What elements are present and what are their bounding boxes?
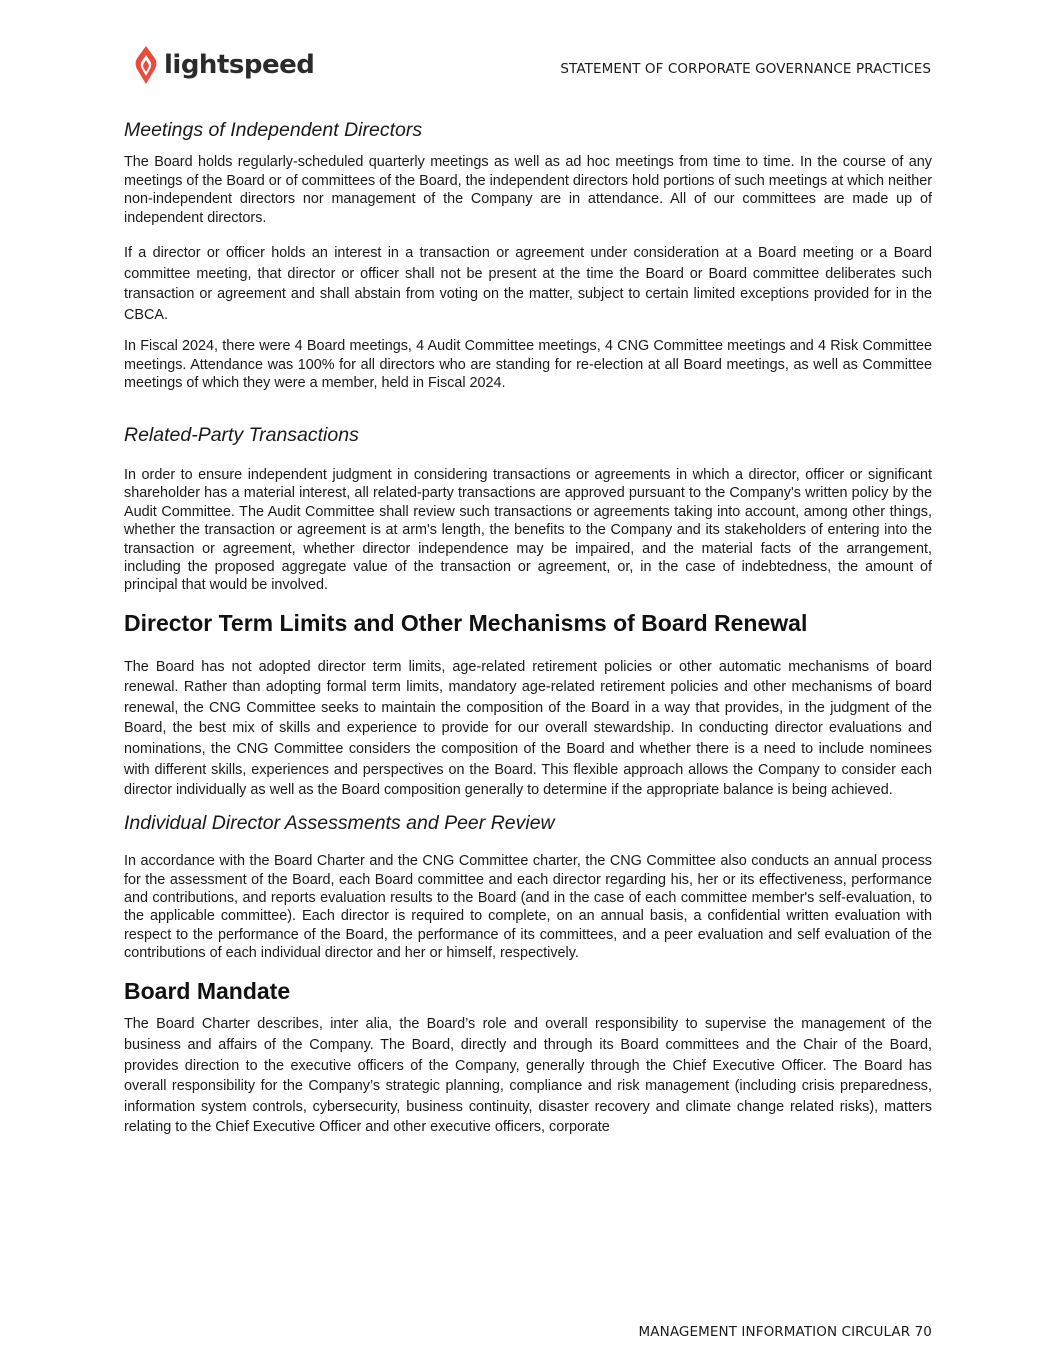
paragraph: If a director or officer holds an interest in a transaction or agreement under consideration at a Board meeting or a Board committee meeting, that director or officer shall not be present at the time the Board or Board committee deliberates such transaction or agreement and shall abstain from voting on the matter, subject to certain limited exceptions provided for in the CBCA. <box>124 244 932 323</box>
section-heading: Meetings of Independent Directors <box>124 119 423 141</box>
paragraph: The Board holds regularly-scheduled quarterly meetings as well as ad hoc meetings from time to time. In the course of any meetings of the Board or of committees of the Board, the independent directors hold portions of such meetings at which neither non-independent directors nor management of the Company are in attendance. All of our committees are made up of independent directors. <box>124 154 932 226</box>
header-title: STATEMENT OF CORPORATE GOVERNANCE PRACTICES <box>560 61 931 77</box>
paragraph: In Fiscal 2024, there were 4 Board meetings, 4 Audit Committee meetings, 4 CNG Committee meetings and 4 Risk Committee meetings. Attendance was 100% for all directors who are standing for re-election at all Board meetings, as well as Committee meetings of which they were a member, held in Fiscal 2024. <box>124 338 932 392</box>
paragraph: In order to ensure independent judgment in considering transactions or agreements in which a director, officer or significant shareholder has a material interest, all related-party transactions are approved pursuant to the Company's written policy by the Audit Committee. The Audit Committee shall review such transactions or agreements taking into account, among other things, whether the transaction or agreement is at arm's length, the benefits to the Company and its stakeholders of entering into the transaction or agreement, whether director independence may be impaired, and the material facts of the arrangement, including the proposed aggregate value of the transaction or agreement, or, in the case of indebtedness, the amount of principal that would be involved. <box>124 466 932 594</box>
section-heading: Director Term Limits and Other Mechanisms of Board Renewal <box>124 609 808 636</box>
paragraph: In accordance with the Board Charter and the CNG Committee charter, the CNG Committee also conducts an annual process for the assessment of the Board, each Board committee and each director regarding his, her or its effectiveness, performance and contributions, and reports evaluation results to the Board (and in the case of each committee member's self-evaluation, to the applicable committee). Each director is required to complete, on an annual basis, a confidential written evaluation with respect to the performance of the Board, the performance of its committees, and a peer evaluation and self evaluation of the contributions of each individual director and her or himself, respectively. <box>124 853 932 962</box>
section-heading: Board Mandate <box>124 977 291 1004</box>
page-header <box>134 44 931 88</box>
document-body <box>124 118 932 1150</box>
paragraph: The Board Charter describes, inter alia, the Board’s role and overall responsibility to supervise the management of the business and affairs of the Company. The Board, directly and through its Board committees and the Chair of the Board, provides direction to the executive officers of the Company, generally through the Chief Executive Officer. The Board has overall responsibility for the Company’s strategic planning, compliance and risk management (including crisis preparedness, information system controls, cybersecurity, business continuity, disaster recovery and climate change related risks), matters relating to the Chief Executive Officer and other executive officers, corporate <box>124 1016 932 1136</box>
section-heading: Individual Director Assessments and Peer Review <box>124 811 555 834</box>
page-footer: MANAGEMENT INFORMATION CIRCULAR 70 <box>638 1324 932 1340</box>
paragraph: The Board has not adopted director term limits, age-related retirement policies or other automatic mechanisms of board renewal. Rather than adopting formal term limits, mandatory age-related retirement policies and other mechanisms of board renewal, the CNG Committee seeks to maintain the composition of the Board in a way that provides, in the judgment of the Board, the best mix of skills and experience to provide for our overall stewardship. In conducting director evaluations and nominations, the CNG Committee considers the composition of the Board and whether there is a need to include nominees with different skills, experiences and perspectives on the Board. This flexible approach allows the Company to consider each director individually as well as the Board composition generally to determine if the appropriate balance is being achieved. <box>124 658 932 799</box>
flame-icon <box>134 46 158 84</box>
lightspeed-logo <box>134 46 314 84</box>
section-heading: Related-Party Transactions <box>124 423 359 446</box>
logo-wordmark: lightspeed <box>164 50 315 80</box>
